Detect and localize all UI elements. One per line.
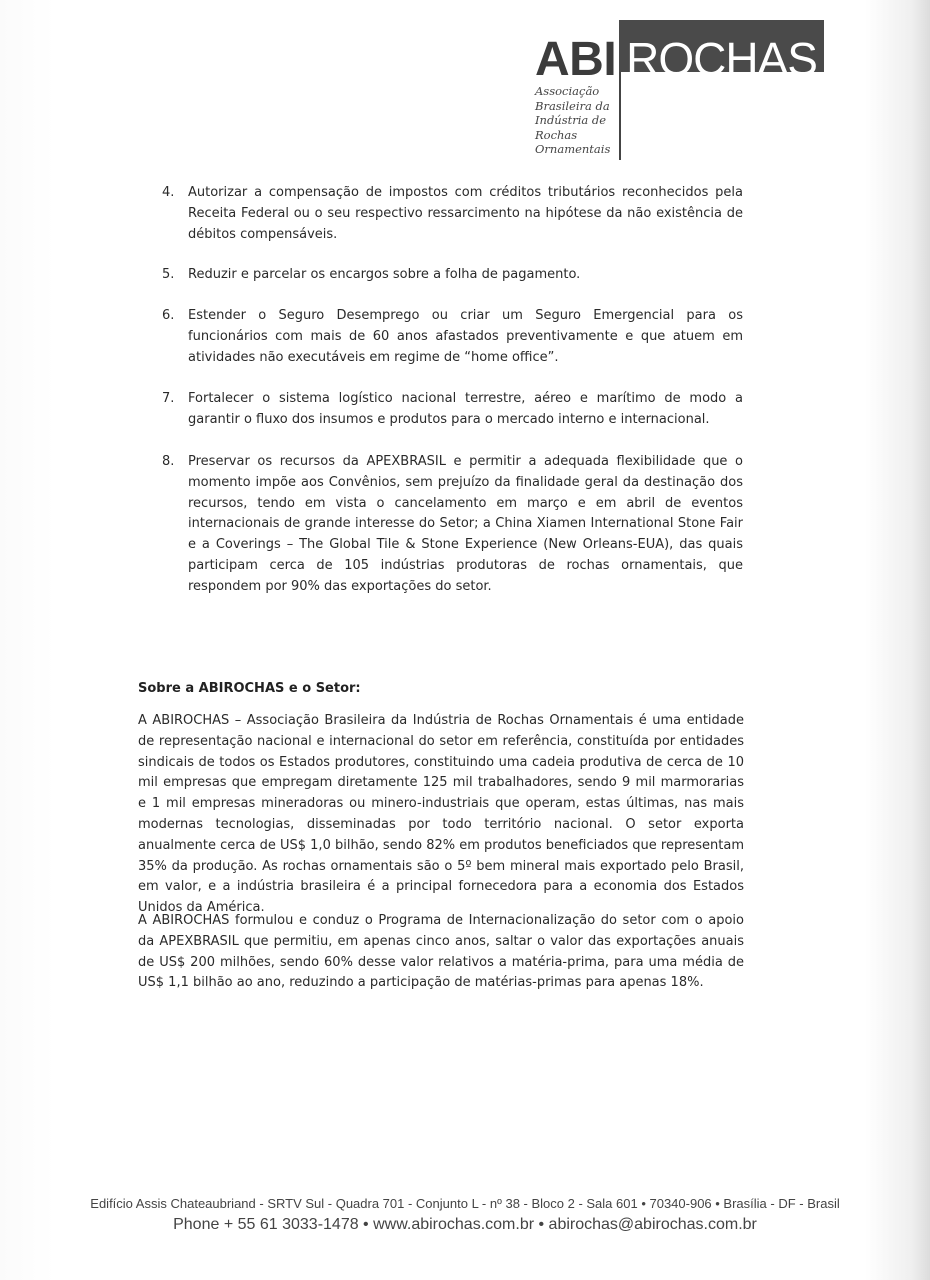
- list-item: [162, 452, 762, 598]
- list-item-number: 4.: [162, 185, 175, 200]
- logo-subtitle-line: Ornamentais: [535, 142, 611, 157]
- list-item-number: 8.: [162, 454, 175, 469]
- list-item-text: Reduzir e parcelar os encargos sobre a folha de pagamento.: [188, 267, 581, 282]
- footer-contact: Phone + 55 61 3033-1478 • www.abirochas.com.br • abirochas@abirochas.com.br: [173, 1216, 757, 1233]
- list-item-number: 5.: [162, 267, 175, 282]
- logo-subtitle-line: Associação: [535, 84, 600, 98]
- list-item-number: 7.: [162, 391, 175, 406]
- list-item-text: Estender o Seguro Desemprego ou criar um Seguro Emergencial para os funcionários com mais de 60 anos afastados preventivamente e que atuem em atividades não executáveis em regime de “home office”.: [188, 308, 743, 365]
- logo-abi-text: ABI: [535, 33, 617, 86]
- logo-subtitle-line: Brasileira da: [535, 98, 610, 113]
- section-paragraph: A ABIROCHAS formulou e conduz o Programa de Internacionalização do setor com o apoio da APEXBRASIL que permitiu, em apenas cinco anos, saltar o valor das exportações anuais de US$ 200 milhões, sendo 60% desse valor relativos a matéria-prima, para uma média de US$ 1,1 bilhão ao ano, reduzindo a participação de matérias-primas para apenas 18%.: [138, 913, 744, 991]
- list-item: [162, 265, 762, 286]
- logo-divider: [619, 72, 621, 160]
- list-item-number: 6.: [162, 308, 175, 323]
- logo-rochas-text: ROCHAS: [626, 33, 817, 85]
- abirochas-logo: [535, 20, 825, 160]
- list-item-text: Preservar os recursos da APEXBRASIL e permitir a adequada flexibilidade que o momento impõe aos Convênios, sem prejuízo da finalidade geral da destinação dos recursos, tendo em vista o cancelamento em março e em abril de eventos internacionais de grande interesse do Setor; a China Xiamen International Stone Fair e a Coverings – The Global Tile & Stone Experience (New Orleans-EUA), das quais participam cerca de 105 indústrias produtoras de rochas ornamentais, que respondem por 90% das exportações do setor.: [188, 454, 743, 594]
- section-heading: Sobre a ABIROCHAS e o Setor:: [138, 681, 361, 696]
- list-item-text: Autorizar a compensação de impostos com créditos tributários reconhecidos pela Receita Federal ou o seu respectivo ressarcimento na hipótese da não existência de débitos compensáveis.: [188, 185, 743, 242]
- section-paragraph: A ABIROCHAS – Associação Brasileira da Indústria de Rochas Ornamentais é uma entidade de representação nacional e internacional do setor em referência, constituída por entidades sindicais de todos os Estados produtores, constituindo uma cadeia produtiva de cerca de 10 mil empresas que empregam diretamente 125 mil trabalhadores, sendo 9 mil marmorarias e 1 mil empresas mineradoras ou minero-industriais que operam, estas últimas, nas mais modernas tecnologias, disseminadas por todo território nacional. O setor exporta anualmente cerca de US$ 1,0 bilhão, sendo 82% em produtos beneficiados que representam 35% da produção. As rochas ornamentais são o 5º bem mineral mais exportado pelo Brasil, em valor, e a indústria brasileira é a principal fornecedora para a economia dos Estados Unidos da América.: [138, 713, 744, 916]
- logo-subtitle-line: Rochas: [535, 127, 578, 142]
- logo-subtitle: [535, 84, 615, 157]
- list-item: [162, 183, 762, 245]
- footer-address: Edifício Assis Chateaubriand - SRTV Sul - Quadra 701 - Conjunto L - nº 38 - Bloco 2 - Sala 601 • 70340-906 • Brasília - DF - Brasil: [90, 1196, 840, 1211]
- list-item-text: Fortalecer o sistema logístico nacional terrestre, aéreo e marítimo de modo a garantir o fluxo dos insumos e produtos para o mercado interno e internacional.: [188, 391, 743, 427]
- logo-subtitle-line: Indústria de: [535, 113, 607, 128]
- list-item: [162, 389, 762, 431]
- list-item: [162, 306, 762, 368]
